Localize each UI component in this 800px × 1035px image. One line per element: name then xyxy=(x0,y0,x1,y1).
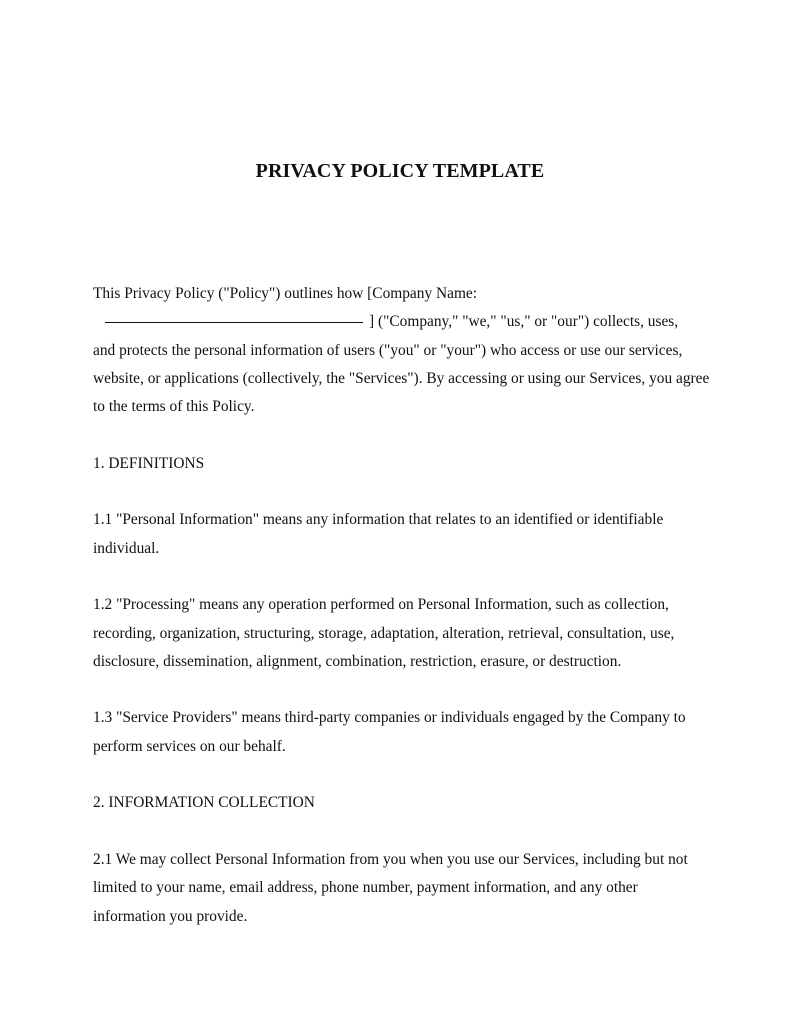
intro-paragraph-rest: and protects the personal information of users ("you" or "your") who access or use our services, website, or applications (collectively, the "Services"). By accessing or using our Services, you agree to the terms of this Policy. xyxy=(93,341,710,416)
definition-1-3: 1.3 "Service Providers" means third-party companies or individuals engaged by the Company to perform services on our behalf. xyxy=(93,709,686,755)
page-title: PRIVACY POLICY TEMPLATE xyxy=(255,160,545,182)
definition-1-2: 1.2 "Processing" means any operation performed on Personal Information, such as collection, recording, organization, structuring, storage, adaptation, alteration, retrieval, consultation, use, disclosure, dissemination, alignment, combination, restriction, erasure, or destruction. xyxy=(93,596,675,670)
document-body xyxy=(93,280,713,931)
intro-line-2 xyxy=(93,308,713,336)
company-name-blank xyxy=(105,321,363,323)
intro-line-1: This Privacy Policy ("Policy") outlines how [Company Name: xyxy=(93,285,478,302)
section-heading-information-collection: 2. INFORMATION COLLECTION xyxy=(93,794,315,812)
section-heading-definitions: 1. DEFINITIONS xyxy=(93,454,205,472)
intro-line-2-text: ] ("Company," "we," "us," or "our") collects, uses, xyxy=(369,313,679,331)
definition-1-1: 1.1 "Personal Information" means any information that relates to an identified or identifiable individual. xyxy=(93,511,664,557)
collection-2-1: 2.1 We may collect Personal Information from you when you use our Services, including but not limited to your name, email address, phone number, payment information, and any other information you provide. xyxy=(93,850,688,925)
